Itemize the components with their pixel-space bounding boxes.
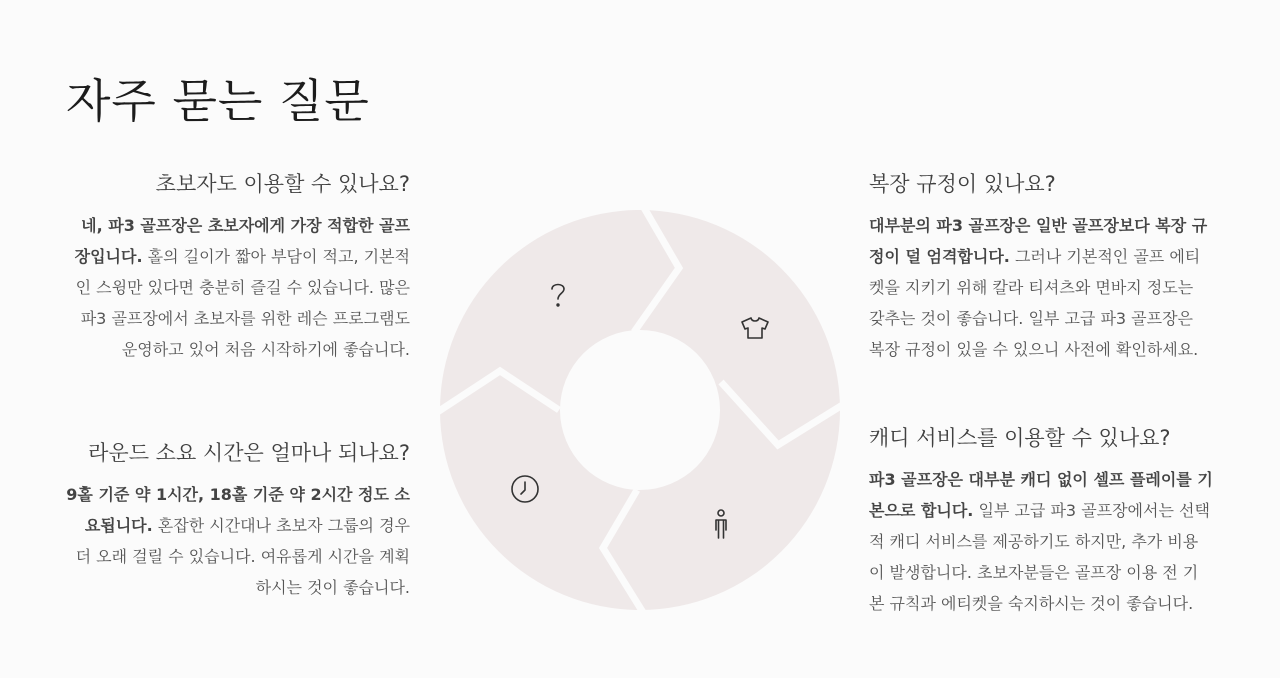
faq-question: 라운드 소요 시간은 얼마나 되나요? [88,441,410,465]
cycle-ring [440,210,840,610]
faq-question: 캐디 서비스를 이용할 수 있나요? [869,426,1171,450]
faq-answer-body: 그러나 기본적인 골프 에티켓을 지키기 위해 칼라 티셔츠와 면바지 정도는 갖추는 것이 좋습니다. 일부 고급 파3 골프장은 복장 규정이 있을 수 있으니 사전에 확인하세요. [869,247,1201,359]
faq-answer-body: 혼잡한 시간대나 초보자 그룹의 경우 더 오래 걸릴 수 있습니다. 여유롭게 시간을 계획하시는 것이 좋습니다. [75,516,410,597]
faq-answer-body: 홀의 길이가 짧아 부담이 적고, 기본적인 스윙만 있다면 충분히 즐길 수 있습니다. 많은 파3 골프장에서 초보자를 위한 레슨 프로그램도 운영하고 있어 처음 시작하기에 좋습니다. [75,247,410,359]
faq-question: 복장 규정이 있나요? [869,172,1056,196]
faq-answer-lead: 네, 파3 골프장은 초보자에게 가장 적합한 골프장입니다. [74,216,410,266]
faq-answer-lead: 파3 골프장은 대부분 캐디 없이 셀프 플레이를 기본으로 합니다. [869,470,1213,520]
page-title: 자주 묻는 질문 [66,74,370,128]
faq-answer-body: 일부 고급 파3 골프장에서는 선택적 캐디 서비스를 제공하기도 하지만, 추가 비용이 발생합니다. 초보자분들은 골프장 이용 전 기본 규칙과 에티켓을 숙지하시는 것이 좋습니다. [869,501,1210,613]
cycle-diagram [438,208,842,612]
faq-answer-lead: 9홀 기준 약 1시간, 18홀 기준 약 2시간 정도 소요됩니다. [66,485,410,535]
faq-answer [869,464,1213,619]
faq-answer [869,210,1213,365]
faq-item-beginners [66,168,410,365]
faq-answer-lead: 대부분의 파3 골프장은 일반 골프장보다 복장 규정이 덜 엄격합니다. [869,216,1208,266]
faq-item-dress-code [869,168,1213,365]
faq-item-round-time [66,437,410,603]
faq-answer [66,479,410,603]
faq-question: 초보자도 이용할 수 있나요? [155,172,410,196]
faq-answer [66,210,410,365]
faq-item-caddie [869,422,1213,619]
